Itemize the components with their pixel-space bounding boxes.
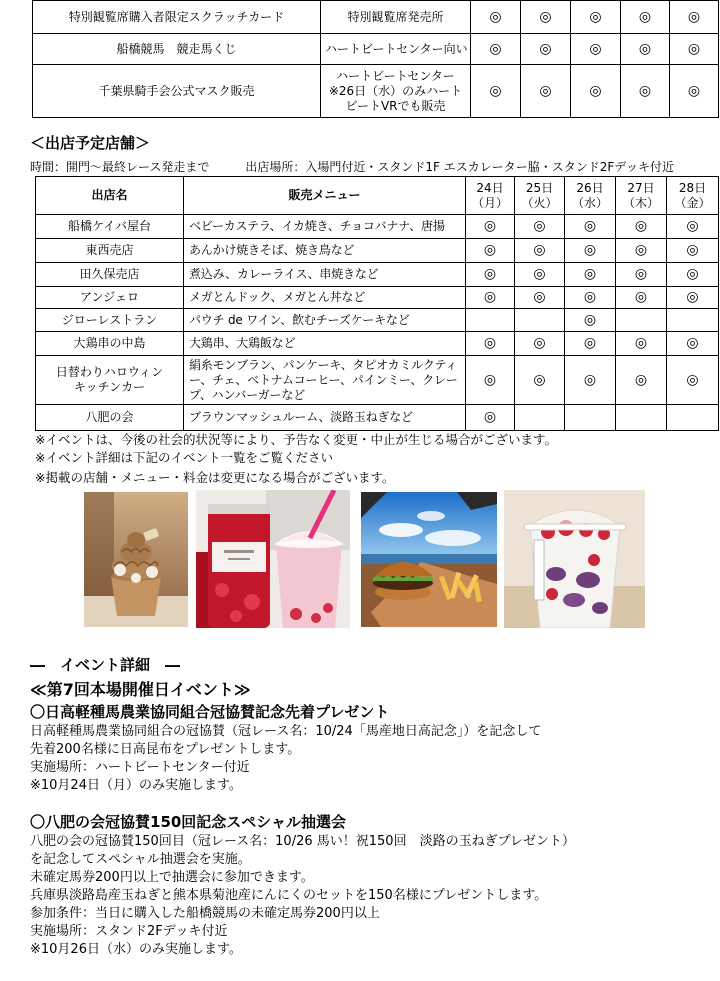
day-mark: ◎	[571, 34, 621, 65]
shop-menu	[184, 405, 466, 431]
menu-line: プ、ハンバーガーなど	[189, 387, 305, 402]
day-mark: ◎	[616, 239, 667, 263]
column-header-menu: 販売メニュー	[184, 177, 466, 215]
events-subheading: ≪第7回本場開催日イベント≫	[30, 680, 251, 699]
location-line: 特別観覧席発売所	[347, 9, 444, 24]
menu-line: メガとんドック、メガとん丼など	[189, 290, 366, 304]
shop-menu	[184, 215, 466, 239]
day-mark: ◎	[616, 215, 667, 239]
day-weekday: （金）	[674, 195, 711, 210]
shop-name-line: 東西売店	[85, 243, 134, 257]
day-date: 24日	[476, 180, 504, 195]
shop-name-line: アンジェロ	[80, 290, 139, 304]
day-mark: ◎	[515, 215, 565, 239]
item-name: 船橋競馬 競走馬くじ	[33, 34, 321, 65]
table-row	[36, 332, 719, 356]
menu-line: 大鶏串、大鶏飯など	[189, 336, 296, 350]
day-mark: ◎	[565, 239, 616, 263]
table-row	[33, 34, 719, 65]
day-weekday: （月）	[471, 195, 508, 210]
day-mark: ◎	[466, 239, 515, 263]
day-mark: ◎	[667, 356, 719, 405]
note-line: ※掲載の店舗・メニュー・料金は変更になる場合がございます。	[35, 470, 395, 485]
table-row	[36, 309, 719, 332]
shop-name	[36, 309, 184, 332]
day-mark: ◎	[521, 1, 571, 34]
day-mark: ◎	[670, 65, 719, 118]
day-mark: ◎	[515, 332, 565, 356]
day-mark	[466, 309, 515, 332]
photo-mont-blanc	[84, 492, 188, 627]
shops-info: 時間：開門～最終レース発走まで 出店場所：入場門付近・スタンド1F エスカレーター脇・スタンド2Fデッキ付近	[30, 160, 675, 174]
shop-name	[36, 263, 184, 287]
shops-heading: ＜出店予定店舗＞	[30, 134, 151, 152]
day-mark	[616, 405, 667, 431]
item-name: 特別観覧席購入者限定スクラッチカード	[33, 1, 321, 34]
day-mark: ◎	[471, 65, 521, 118]
day-mark: ◎	[616, 332, 667, 356]
day-weekday: （水）	[571, 195, 608, 210]
day-mark	[515, 405, 565, 431]
shop-name-line: 田久保売店	[79, 267, 140, 281]
shop-name-line: ジローレストラン	[61, 312, 158, 327]
day-mark: ◎	[515, 239, 565, 263]
day-mark: ◎	[515, 263, 565, 287]
shop-name	[36, 356, 184, 405]
shop-menu	[184, 356, 466, 405]
day-date: 26日	[576, 180, 604, 195]
column-header-shop: 出店名	[36, 177, 184, 215]
shop-menu	[184, 309, 466, 332]
day-mark: ◎	[667, 239, 719, 263]
table-row	[36, 356, 719, 405]
column-header-day	[667, 177, 719, 215]
day-mark: ◎	[565, 356, 616, 405]
day-weekday: （木）	[622, 195, 659, 210]
shop-name	[36, 287, 184, 309]
location-line: ハートビートセンター	[336, 68, 455, 83]
shop-name	[36, 405, 184, 431]
menu-line: ブラウンマッシュルーム、淡路玉ねぎなど	[189, 410, 413, 424]
shops-table	[35, 176, 719, 431]
item-location	[321, 65, 471, 118]
day-mark	[616, 309, 667, 332]
event-block	[30, 811, 575, 959]
day-mark: ◎	[670, 34, 719, 65]
event-text-line: 兵庫県淡路島産玉ねぎと熊本県菊池産にんにくのセットを150名様にプレゼントします。	[30, 888, 548, 903]
day-date: 28日	[678, 180, 707, 195]
events-heading: ― イベント詳細 ―	[30, 656, 181, 674]
day-mark: ◎	[621, 65, 670, 118]
day-mark: ◎	[616, 287, 667, 309]
day-mark: ◎	[565, 309, 616, 332]
day-mark: ◎	[667, 332, 719, 356]
day-weekday: （火）	[521, 195, 558, 210]
day-mark: ◎	[466, 215, 515, 239]
day-mark: ◎	[466, 405, 515, 431]
event-title: 〇日高軽種馬農業協同組合冠協賛記念先着プレゼント	[30, 703, 390, 721]
table-header-row	[36, 177, 719, 215]
item-location	[321, 34, 471, 65]
event-text-line: 先着200名様に日高昆布をプレゼントします。	[30, 742, 301, 757]
note-line: ※イベントは、今後の社会的状況等により、予告なく変更・中止が生じる場合がございます。	[35, 432, 557, 447]
shop-name-line: 船橋ケイバ屋台	[68, 219, 151, 233]
table-row	[36, 405, 719, 431]
day-mark: ◎	[670, 1, 719, 34]
shop-name-line: 八肥の会	[85, 410, 134, 424]
day-mark: ◎	[571, 65, 621, 118]
location-line: ※26日（水）のみハート	[328, 83, 463, 98]
day-mark	[565, 405, 616, 431]
day-mark	[667, 405, 719, 431]
column-header-day	[565, 177, 616, 215]
table-row	[36, 263, 719, 287]
day-date: 25日	[525, 180, 554, 195]
menu-line: ー、チェ、ベトナムコーヒー、パインミー、クレー	[189, 372, 458, 387]
day-mark: ◎	[667, 287, 719, 309]
day-mark	[667, 309, 719, 332]
day-mark: ◎	[466, 332, 515, 356]
shop-name-line: 大鶏串の中島	[73, 336, 146, 350]
shop-menu	[184, 332, 466, 356]
event-text-line: 実施場所：ハートビートセンター付近	[30, 760, 250, 775]
day-mark: ◎	[466, 287, 515, 309]
attractions-table	[32, 0, 719, 118]
shop-name	[36, 332, 184, 356]
day-mark: ◎	[515, 287, 565, 309]
event-text-line: 参加条件：当日に購入した船橋競馬の未確定馬券200円以上	[30, 906, 380, 921]
item-location	[321, 1, 471, 34]
column-header-day	[515, 177, 565, 215]
table-row	[33, 65, 719, 118]
shop-menu	[184, 239, 466, 263]
menu-line: 絹糸モンブラン、パンケーキ、タピオカミルクティ	[189, 357, 458, 372]
day-mark: ◎	[571, 1, 621, 34]
menu-line: 煮込み、カレーライス、串焼きなど	[189, 267, 379, 281]
day-mark: ◎	[515, 356, 565, 405]
event-title: 〇八肥の会冠協賛150回記念スペシャル抽選会	[30, 813, 347, 831]
menu-line: あんかけ焼きそば、焼き鳥など	[189, 243, 355, 257]
shop-menu	[184, 287, 466, 309]
day-date: 27日	[627, 180, 655, 195]
location-line: ビートVRでも販売	[345, 98, 446, 113]
day-mark: ◎	[466, 263, 515, 287]
shop-name-line: キッチンカー	[73, 380, 146, 394]
day-mark: ◎	[667, 263, 719, 287]
photo-burger	[361, 492, 497, 627]
day-mark: ◎	[565, 332, 616, 356]
day-mark: ◎	[565, 287, 616, 309]
column-header-day	[616, 177, 667, 215]
day-mark: ◎	[521, 65, 571, 118]
shop-name-line: 日替わりハロウィン	[55, 365, 164, 379]
event-text-line: 日高軽種馬農業協同組合の冠協賛（冠レース名：10/24「馬産地日高記念」）を記念して	[30, 724, 542, 739]
menu-line: ベビーカステラ、イカ焼き、チョコバナナ、唐揚	[189, 219, 445, 233]
photo-parfait	[504, 490, 645, 628]
table-row	[36, 239, 719, 263]
photo-strawberry-drinks	[196, 490, 350, 628]
shop-name	[36, 239, 184, 263]
day-mark: ◎	[466, 356, 515, 405]
event-text-line: 八肥の会の冠協賛150回目（冠レース名：10/26 馬い！祝150回 淡路の玉ねぎプレゼント）	[30, 834, 576, 849]
day-mark: ◎	[471, 34, 521, 65]
event-text-line: を記念してスペシャル抽選会を実施。	[30, 852, 251, 867]
shop-menu	[184, 263, 466, 287]
day-mark: ◎	[616, 356, 667, 405]
event-text-line: 未確定馬券200円以上で抽選会に参加できます。	[30, 870, 314, 885]
day-mark: ◎	[621, 34, 670, 65]
location-line: ハートビートセンター向い	[325, 41, 468, 56]
day-mark	[515, 309, 565, 332]
day-mark: ◎	[565, 263, 616, 287]
item-name: 千葉県騎手会公式マスク販売	[33, 65, 321, 118]
day-mark: ◎	[565, 215, 616, 239]
note-line: ※イベント詳細は下記のイベント一覧をご覧ください	[35, 450, 333, 465]
table-row	[36, 287, 719, 309]
day-mark: ◎	[521, 34, 571, 65]
column-header-day	[466, 177, 515, 215]
menu-line: パウチ de ワイン、飲むチーズケーキなど	[189, 312, 410, 327]
day-mark: ◎	[621, 1, 670, 34]
table-row	[33, 1, 719, 34]
day-mark: ◎	[471, 1, 521, 34]
shop-name	[36, 215, 184, 239]
event-text-line: ※10月26日（水）のみ実施します。	[30, 942, 242, 957]
day-mark: ◎	[667, 215, 719, 239]
event-block	[30, 701, 541, 795]
day-mark: ◎	[616, 263, 667, 287]
table-row	[36, 215, 719, 239]
event-text-line: ※10月24日（月）のみ実施します。	[30, 778, 242, 793]
event-text-line: 実施場所：スタンド2Fデッキ付近	[30, 924, 228, 939]
